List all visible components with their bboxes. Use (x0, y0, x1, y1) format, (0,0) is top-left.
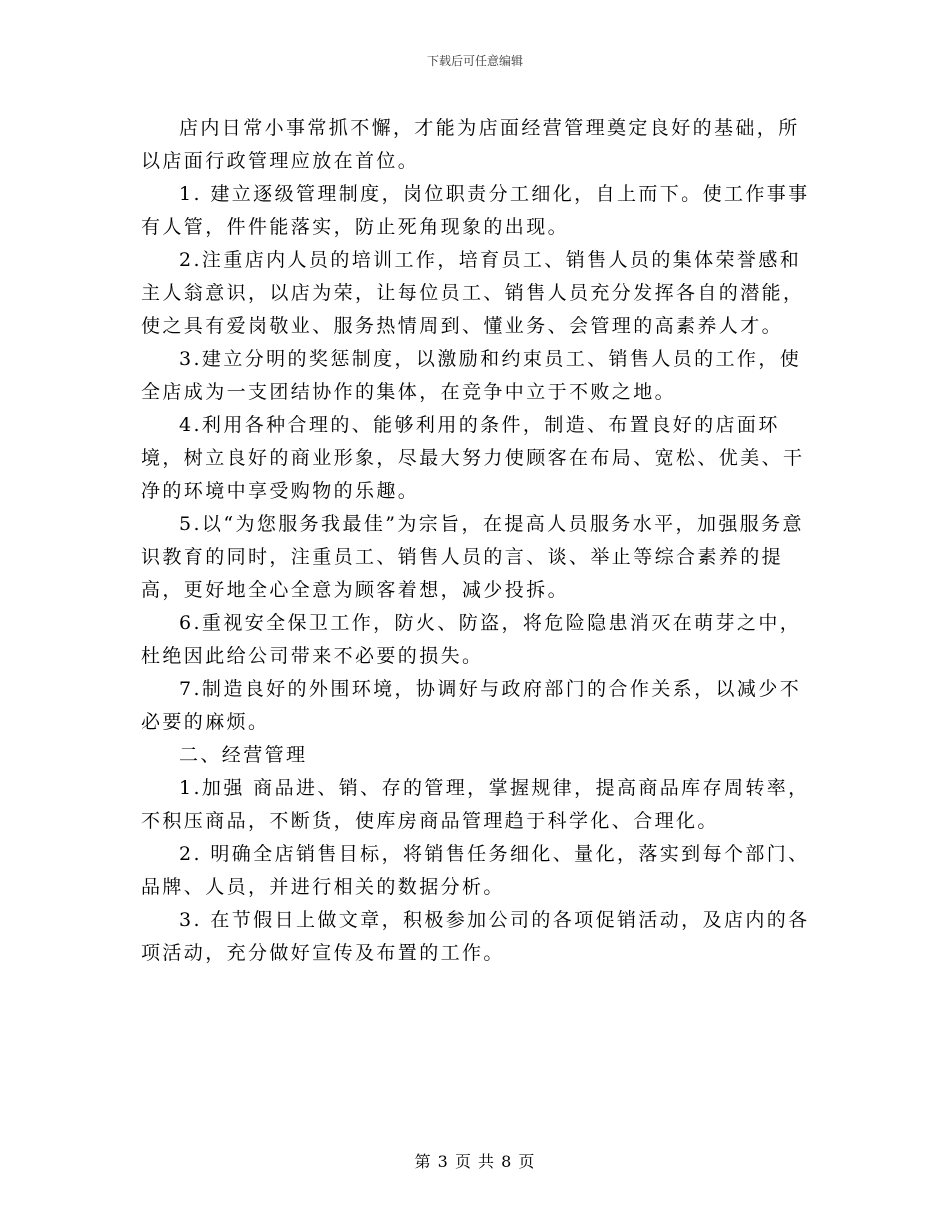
paragraph-operations-2: 2. 明确全店销售目标，将销售任务细化、量化，落实到每个部门、品牌、人员，并进行相关的数据分析。 (141, 843, 810, 898)
paragraph-item-7: 7.制造良好的外围环境，协调好与政府部门的合作关系，以减少不必要的麻烦。 (141, 678, 802, 733)
paragraph-operations-3: 3. 在节假日上做文章，积极参加公司的各项促销活动，及店内的各项活动，充分做好宣传及布置的工作。 (141, 909, 810, 964)
paragraph-item-4: 4.利用各种合理的、能够利用的条件，制造、布置良好的店面环境，树立良好的商业形象，尽最大努力使顾客在布局、宽松、优美、干净的环境中享受购物的乐趣。 (141, 414, 805, 502)
document-body (141, 112, 816, 970)
paragraph-operations-1: 1.加强 商品进、销、存的管理，掌握规律，提高商品库存周转率，不积压商品，不断货，使库房商品管理趋于科学化、合理化。 (141, 777, 810, 832)
paragraph-item-1: 1. 建立逐级管理制度，岗位职责分工细化，自上而下。使工作事事有人管，件件能落实，防止死角现象的出现。 (141, 183, 810, 238)
paragraph-item-2: 2.注重店内人员的培训工作，培育员工、销售人员的集体荣誉感和主人翁意识，以店为荣，让每位员工、销售人员充分发挥各自的潜能，使之具有爱岗敬业、服务热情周到、懂业务、会管理的高素养人才。 (141, 249, 805, 337)
paragraph-item-6: 6.重视安全保卫工作，防火、防盗，将危险隐患消灭在萌芽之中，杜绝因此给公司带来不必要的损失。 (141, 612, 802, 667)
paragraph-item-3: 3.建立分明的奖惩制度，以激励和约束员工、销售人员的工作，使全店成为一支团结协作的集体，在竞争中立于不败之地。 (141, 348, 802, 403)
paragraph-item-5: 5.以“为您服务我最佳”为宗旨，在提高人员服务水平，加强服务意识教育的同时，注重员工、销售人员的言、谈、举止等综合素养的提高，更好地全心全意为顾客着想，减少投拆。 (141, 513, 804, 601)
section-heading-operations: 二、经营管理 (179, 744, 308, 766)
page-header: 下载后可任意编辑 (426, 54, 523, 68)
page-number-footer: 第 3 页 共 8 页 (414, 1152, 536, 1171)
paragraph-intro: 店内日常小事常抓不懈，才能为店面经营管理奠定良好的基础，所以店面行政管理应放在首位。 (141, 117, 800, 172)
